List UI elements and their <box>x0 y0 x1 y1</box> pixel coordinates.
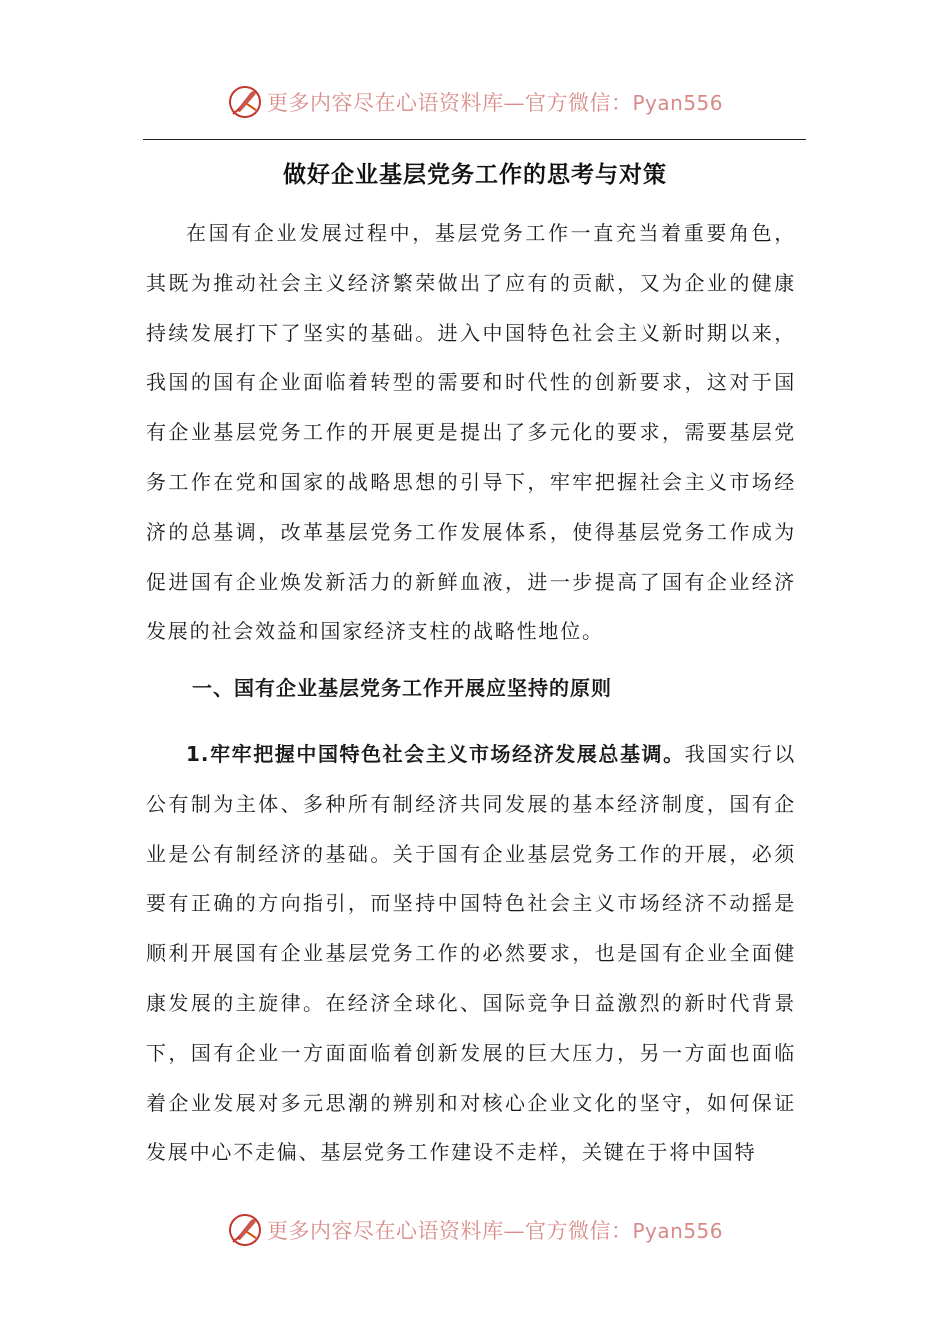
quill-logo-icon <box>227 84 263 120</box>
header-rule <box>143 139 806 140</box>
intro-paragraph: 在国有企业发展过程中，基层党务工作一直充当着重要角色，其既为推动社会主义经济繁荣做出了应有的贡献，又为企业的健康持续发展打下了坚实的基础。进入中国特色社会主义新时期以来，我国的国有企业面临着转型的需要和时代性的创新要求，这对于国有企业基层党务工作的开展更是提出了多元化的要求，需要基层党务工作在党和国家的战略思想的引导下，牢牢把握社会主义市场经济的总基调，改革基层党务工作发展体系，使得基层党务工作成为促进国有企业焕发新活力的新鲜血液，进一步提高了国有企业经济发展的社会效益和国家经济支柱的战略性地位。 <box>146 221 796 644</box>
banner-text: 更多内容尽在心语资料库—官方微信：Pyan556 <box>266 1219 723 1243</box>
point1-paragraph <box>146 730 796 1178</box>
quill-logo-icon <box>227 1212 263 1248</box>
banner-wechat-id: Pyan556 <box>632 91 723 115</box>
banner-wechat-id: Pyan556 <box>632 1219 723 1243</box>
banner-text: 更多内容尽在心语资料库—官方微信：Pyan556 <box>266 91 723 115</box>
document-title: 做好企业基层党务工作的思考与对策 <box>283 162 667 188</box>
footer-watermark-banner <box>0 1210 950 1250</box>
point1-lead: 1.牢牢把握中国特色社会主义市场经济发展总基调。 <box>186 742 685 766</box>
section-heading: 一、国有企业基层党务工作开展应坚持的原则 <box>192 676 612 700</box>
point1-text: 我国实行以公有制为主体、多种所有制经济共同发展的基本经济制度，国有企业是公有制经济的基础。关于国有企业基层党务工作的开展，必须要有正确的方向指引，而坚持中国特色社会主义市场经济不动摇是顺利开展国有企业基层党务工作的必然要求，也是国有企业全面健康发展的主旋律。在经济全球化、国际竞争日益激烈的新时代背景下，国有企业一方面面临着创新发展的巨大压力，另一方面也面临着企业发展对多元思潮的辨别和对核心企业文化的坚守，如何保证发展中心不走偏、基层党务工作建设不走样，关键在于将中国特 <box>146 742 797 1165</box>
header-watermark-banner <box>0 82 950 122</box>
